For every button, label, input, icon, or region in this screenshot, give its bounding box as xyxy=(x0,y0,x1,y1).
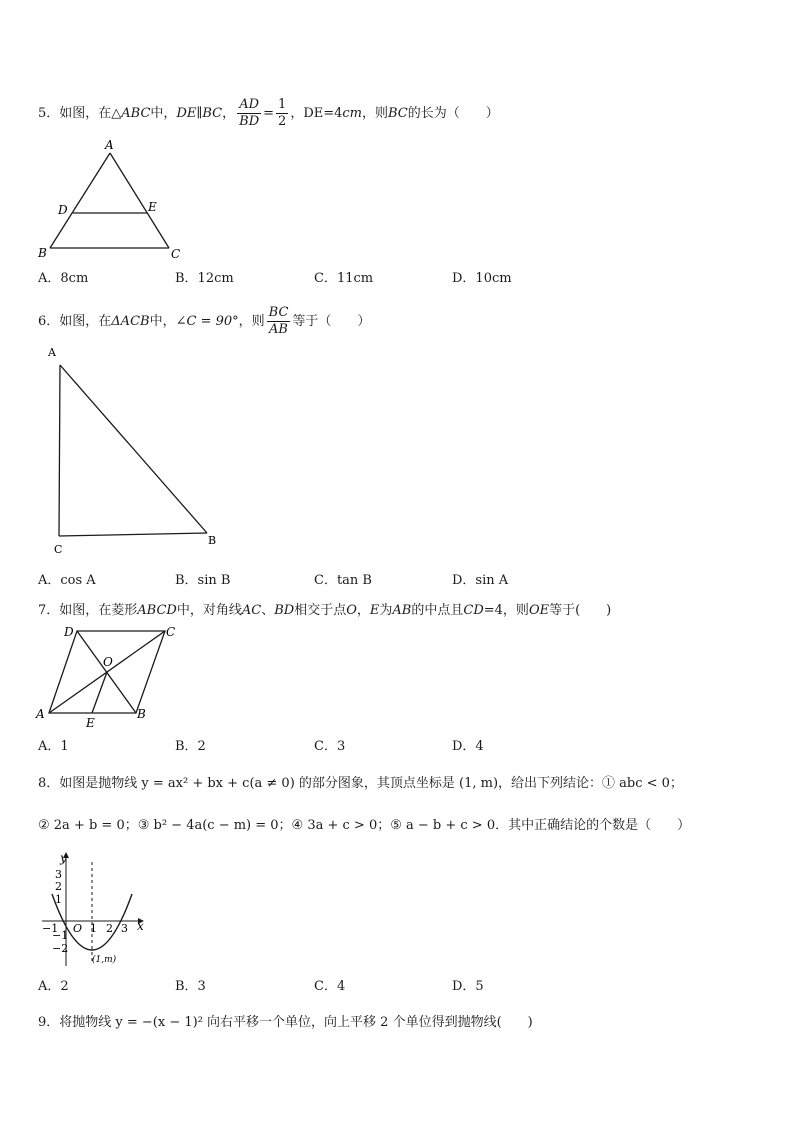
label-o: O xyxy=(103,655,113,669)
label-b: B xyxy=(137,707,146,721)
y-tick-neg-2: −2 xyxy=(52,942,69,955)
y-tick-2: 2 xyxy=(55,880,62,893)
label-b: B xyxy=(38,246,47,260)
label-c: C xyxy=(171,247,181,261)
option-a[interactable]: A．8cm xyxy=(38,271,89,286)
y-tick-neg-1: −1 xyxy=(52,929,69,942)
segment-ab xyxy=(50,153,110,248)
label-c: C xyxy=(54,543,63,556)
y-tick-1: 1 xyxy=(55,893,62,906)
option-d[interactable]: D．sin A xyxy=(452,573,509,588)
x-axis-label: x xyxy=(137,919,144,933)
label-e: E xyxy=(148,200,157,214)
fraction-ad-bd: $\frac{AD}{BD}$ xyxy=(239,97,260,129)
segment-ac xyxy=(110,153,169,248)
x-tick-3: 3 xyxy=(121,922,128,935)
label-e: E xyxy=(86,716,95,730)
segment-ab xyxy=(60,365,207,533)
label-a: A xyxy=(36,707,45,721)
x-tick-neg-1: −1 xyxy=(42,922,59,935)
y-tick-3: 3 xyxy=(55,868,62,881)
figure-right-triangle-acb xyxy=(40,340,230,560)
question-5-stem: 5．如图，在△ABC中，DE∥BC， $\frac{AD}{BD}$ = $\frac{1}{2}$ ，DE=4cm，则BC的长为（ ） xyxy=(38,97,499,129)
option-a[interactable]: A．2 xyxy=(38,979,69,994)
label-a: A xyxy=(105,138,114,152)
option-a[interactable]: A．1 xyxy=(38,739,69,754)
option-b[interactable]: B．12cm xyxy=(175,271,234,286)
question-7-stem: 7．如图，在菱形ABCD中，对角线AC、BD相交于点O，E为AB的中点且CD=4，则OE等于( ) xyxy=(38,603,612,618)
segment-oe xyxy=(92,672,107,713)
option-b[interactable]: B．3 xyxy=(175,979,206,994)
label-b: B xyxy=(208,534,217,547)
question-8-stem-line-1: 8．如图是抛物线 y = ax² + bx + c(a ≠ 0) 的部分图象，其顶点坐标是 (1, m)，给出下列结论：① abc < 0； xyxy=(38,776,683,791)
option-d[interactable]: D．4 xyxy=(452,739,484,754)
figure-triangle-abc xyxy=(30,135,200,265)
label-a: A xyxy=(48,346,56,359)
figure-parabola-graph xyxy=(40,848,160,973)
x-tick-1: 1 xyxy=(90,922,97,935)
label-c: C xyxy=(166,625,176,639)
option-c[interactable]: C．4 xyxy=(314,979,346,994)
figure-rhombus-abcd xyxy=(30,620,200,730)
option-b[interactable]: B．sin B xyxy=(175,573,231,588)
fraction-one-half: $\frac{1}{2}$ xyxy=(278,97,287,129)
fraction-bc-ab: $\frac{BC}{AB}$ xyxy=(268,305,289,337)
segment-ac xyxy=(59,365,60,536)
option-c[interactable]: C．11cm xyxy=(314,271,374,286)
option-c[interactable]: C．tan B xyxy=(314,573,372,588)
segment-cb xyxy=(59,533,207,536)
label-d: D xyxy=(58,203,68,217)
vertex-label: (1,m) xyxy=(92,955,117,965)
y-axis-label: y xyxy=(60,851,67,865)
option-a[interactable]: A．cos A xyxy=(38,573,96,588)
x-tick-2: 2 xyxy=(106,922,113,935)
option-d[interactable]: D．10cm xyxy=(452,271,512,286)
origin-label: O xyxy=(73,922,83,935)
option-c[interactable]: C．3 xyxy=(314,739,346,754)
label-d: D xyxy=(64,625,74,639)
question-6-stem: 6．如图，在ΔACB中，∠C = 90°，则 $\frac{BC}{AB}$ 等于（ ） xyxy=(38,305,371,337)
option-d[interactable]: D．5 xyxy=(452,979,484,994)
question-8-stem-line-2: ② 2a + b = 0；③ b² − 4a(c − m) = 0；④ 3a + c > 0；⑤ a − b + c > 0．其中正确结论的个数是（ ） xyxy=(38,818,691,833)
question-9-stem: 9．将抛物线 y = −(x − 1)² 向右平移一个单位，向上平移 2 个单位得到抛物线( ) xyxy=(38,1015,533,1030)
option-b[interactable]: B．2 xyxy=(175,739,206,754)
